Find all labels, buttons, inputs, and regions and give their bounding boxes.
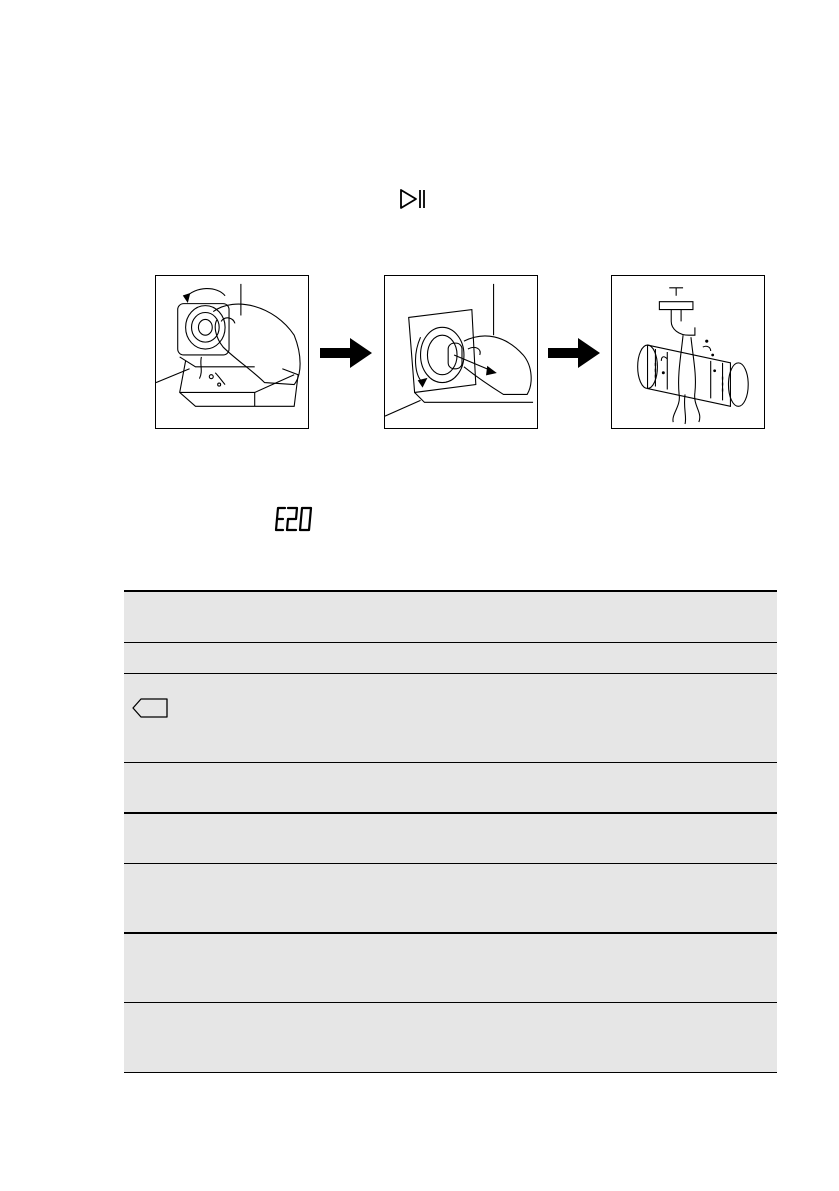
filter-pull-out-illustration (385, 276, 537, 428)
figure-filter-rinse (611, 275, 765, 429)
filter-rinse-illustration (612, 276, 764, 428)
table-row (124, 864, 777, 932)
arrow-right-icon (320, 338, 372, 368)
filter-turn-illustration (156, 276, 308, 428)
table-row (124, 592, 777, 642)
table-row (124, 643, 777, 673)
table-row (124, 674, 777, 762)
table-row (124, 763, 777, 812)
key-outline-icon (131, 697, 169, 719)
figure-filter-turn (155, 275, 309, 429)
table-row (124, 814, 777, 863)
info-table (124, 590, 777, 1073)
play-pause-icon (399, 188, 427, 210)
e20-display-code (274, 506, 314, 532)
table-row (124, 1003, 777, 1072)
table-row (124, 934, 777, 1002)
figure-filter-pull-out (384, 275, 538, 429)
table-rule (124, 1072, 777, 1073)
arrow-right-icon (548, 338, 600, 368)
